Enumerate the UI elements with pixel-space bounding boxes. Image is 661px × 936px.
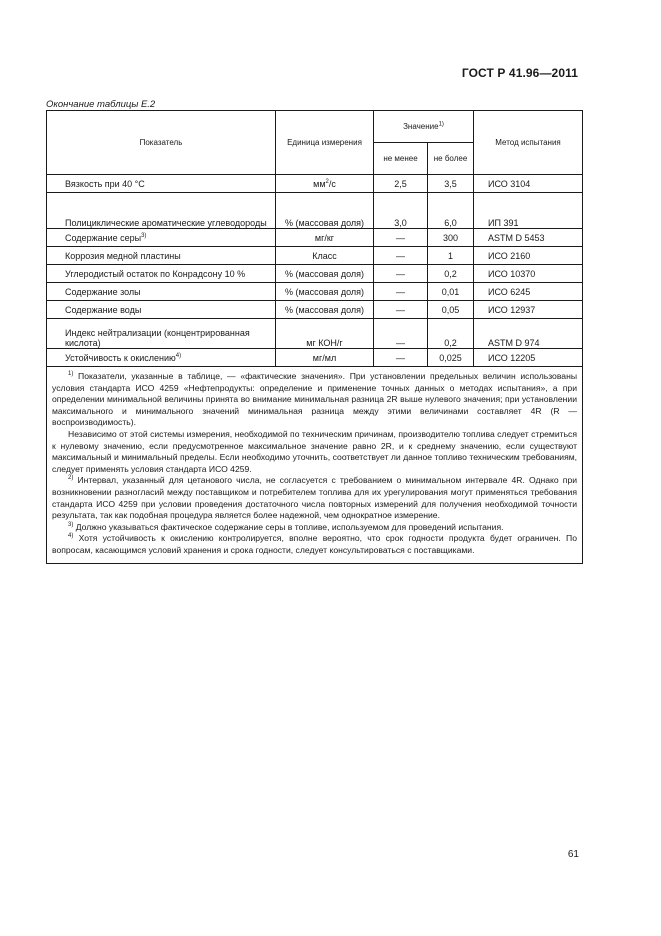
footnote: Независимо от этой системы измерения, необходимой по техническим причинам, производителю топлива следует стремиться к нулевому значению, если предусмотренное максимальное значение равно 2R, и к среднему значению, если существуют максимальный и минимальный пределы. Если необходимо уточнить, соответствует ли данное топливо техническим требованиям, следует применять условия стандарта ИСО 4259. xyxy=(52,428,578,474)
table-caption: Окончание таблицы Е.2 xyxy=(46,99,156,110)
cell-unit: % (массовая доля) xyxy=(276,301,374,319)
cell-method: ИСО 2160 xyxy=(474,247,583,265)
footnote: $^{4)}$ Хотя устойчивость к окислению контролируется, вполне вероятно, что срок годности продукта будет ограничен. По вопросам, касающимся условий хранения и срока годности, следует консультироваться с поставщиками. xyxy=(52,533,578,555)
cell-method: ИСО 10370 xyxy=(474,265,583,283)
cell-min: — xyxy=(374,349,428,367)
cell-max: 3,5 xyxy=(428,175,474,193)
cell-method: ASTM D 5453 xyxy=(474,229,583,247)
cell-max: 6,0 xyxy=(428,193,474,229)
cell-min: 2,5 xyxy=(374,175,428,193)
cell-param: Углеродистый остаток по Конрадсону 10 % xyxy=(47,265,276,283)
cell-param: Коррозия медной пластины xyxy=(47,247,276,265)
cell-max: 0,01 xyxy=(428,283,474,301)
table-row xyxy=(47,265,583,283)
footnote: $^{2)}$ Интервал, указанный для цетанового числа, не согласуется с требованием о минимальном интервале 4R. Однако при возникновении разногласий между поставщиком и потребителем топлива для их урегулирования могут применяться требования стандарта ИСО 4259 при условии проведения достаточного числа повторных измерений для получения необходимой точности результата, так как подобная процедура является более надежной, чем однократное измерение. xyxy=(52,475,578,521)
cell-param: Содержание воды xyxy=(47,301,276,319)
table-row xyxy=(47,319,583,349)
table-notes xyxy=(47,367,583,564)
table-body xyxy=(47,175,583,367)
cell-min: — xyxy=(374,247,428,265)
cell-max: 0,05 xyxy=(428,301,474,319)
cell-method: ИСО 6245 xyxy=(474,283,583,301)
header-value: Значение$^{1)}$ xyxy=(374,111,474,143)
cell-method: ASTM D 974 xyxy=(474,319,583,349)
table-row xyxy=(47,193,583,229)
cell-unit: мг/кг xyxy=(276,229,374,247)
cell-max: 1 xyxy=(428,247,474,265)
cell-unit: Класс xyxy=(276,247,374,265)
cell-method: ИСО 12205 xyxy=(474,349,583,367)
cell-min: — xyxy=(374,301,428,319)
footnote: $^{3)}$ Должно указываться фактическое содержание серы в топливе, используемом для проведений испытания. xyxy=(68,521,504,532)
table-row xyxy=(47,247,583,265)
cell-param: Полициклические ароматические углеводороды xyxy=(47,193,276,229)
cell-unit: % (массовая доля) xyxy=(276,283,374,301)
properties-table xyxy=(46,110,583,564)
cell-param: Вязкость при 40 °C xyxy=(47,175,276,193)
cell-param: Содержание золы xyxy=(47,283,276,301)
header-min: не менее xyxy=(374,143,428,175)
table-row xyxy=(47,349,583,367)
cell-max: 300 xyxy=(428,229,474,247)
header-method: Метод испытания xyxy=(474,111,583,175)
cell-min: — xyxy=(374,229,428,247)
cell-unit: % (массовая доля) xyxy=(276,265,374,283)
cell-method: ИСО 12937 xyxy=(474,301,583,319)
cell-method: ИП 391 xyxy=(474,193,583,229)
cell-param: Устойчивость к окислению$^{4)}$ xyxy=(47,349,276,367)
header-param: Показатель xyxy=(47,111,276,175)
footnote: $^{1)}$ Показатели, указанные в таблице, — «фактические значения». При установлении предельных величин использованы условия стандарта ИСО 4259 «Нефтепродукты: определение и применение точных данных о методах испытания», а при определении минимальной величины принята во внимание минимальная разница 2R выше нулевого значения; при установлении максимального и минимального значений минимальная разница между этими величинами составляет 4R (R — воспроизводимость). xyxy=(52,371,578,428)
cell-unit: % (массовая доля) xyxy=(276,193,374,229)
cell-unit: мг/мл xyxy=(276,349,374,367)
header-unit: Единица измерения xyxy=(276,111,374,175)
page-number: 61 xyxy=(567,849,579,860)
cell-min: — xyxy=(374,319,428,349)
cell-max: 0,2 xyxy=(428,265,474,283)
header-max: не более xyxy=(428,143,474,175)
document-header: ГОСТ Р 41.96—2011 xyxy=(461,66,578,80)
cell-param: Индекс нейтрализации (концентрированная кислота) xyxy=(47,319,276,349)
cell-method: ИСО 3104 xyxy=(474,175,583,193)
cell-unit: мг КОН/г xyxy=(276,319,374,349)
cell-min: — xyxy=(374,283,428,301)
table-row xyxy=(47,283,583,301)
table-row xyxy=(47,229,583,247)
cell-min: — xyxy=(374,265,428,283)
table-row xyxy=(47,301,583,319)
cell-min: 3,0 xyxy=(374,193,428,229)
cell-max: 0,2 xyxy=(428,319,474,349)
table-row xyxy=(47,175,583,193)
cell-unit: $мм^2/с$ xyxy=(276,175,374,193)
cell-max: 0,025 xyxy=(428,349,474,367)
cell-param: Содержание серы$^{3)}$ xyxy=(47,229,276,247)
